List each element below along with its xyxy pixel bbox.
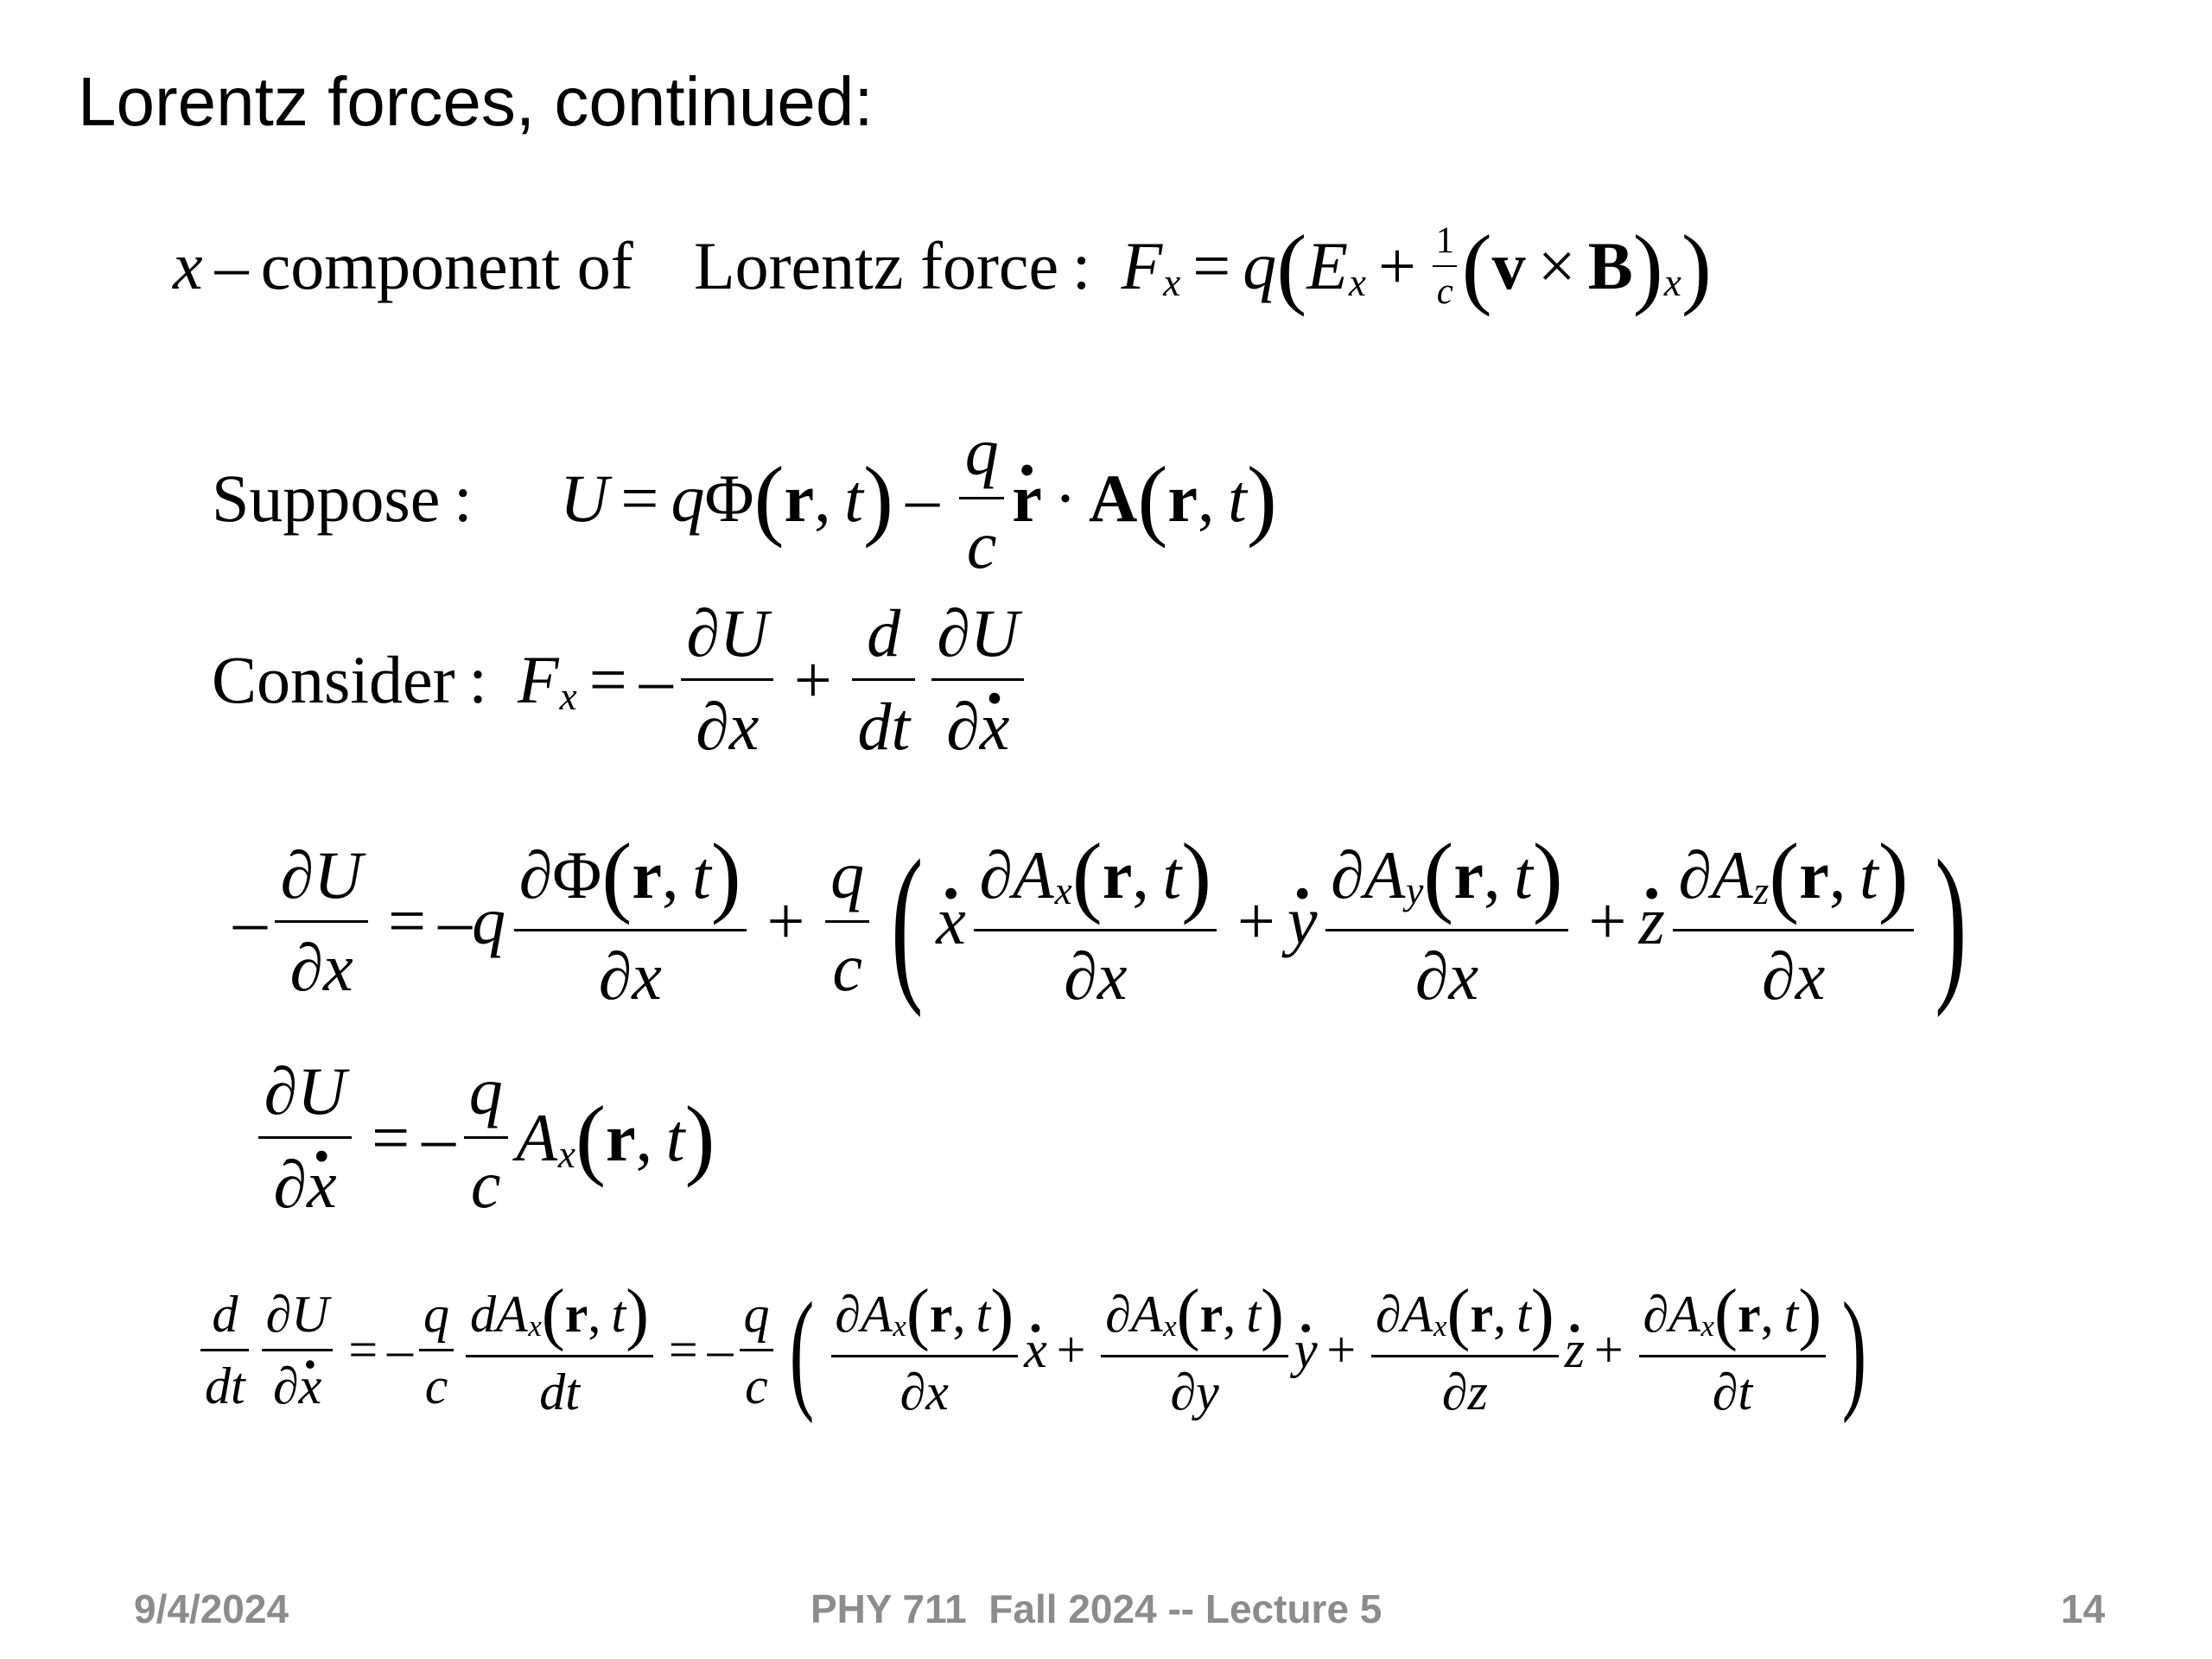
eq2-label: Suppose	[212, 460, 441, 536]
footer-course: PHY 711 Fall 2024 -- Lecture 5	[810, 1586, 1382, 1631]
footer-date: 9/4/2024	[134, 1586, 289, 1631]
equation-lorentz-x-component: x – component of Lorentz force : F x = q ( E x + $\frac{1}{c}$ ( v × B ) x )	[173, 215, 1712, 317]
eq1-lead-text: component of	[260, 228, 633, 304]
eq1-lead-var: x	[173, 228, 203, 304]
eq1-words: Lorentz force	[693, 228, 1059, 304]
equation-suppose: Suppose : U = q Φ ( r , t ) – $\frac{q}{c}$ r · · A ( r , t )	[212, 415, 1277, 582]
equation-total-derivative: $\frac{d}{dt}$ ∂ U ∂ x · = – $\frac{q}{c}$ dA x ( r , t ) dt = – $\frac{q}{c}$ ( ∂ A x ( r , t ) ∂ x x · + ∂ A x ( r , t ) ∂ y y · + ∂ A x ( r , t ) ∂ z z · + ∂ A x ( r , t ) ∂ t )	[194, 1279, 1877, 1421]
footer-page-number: 14	[2061, 1586, 2106, 1631]
slide-title: Lorentz forces, continued:	[78, 63, 874, 140]
equation-partial-u-x: – ∂ U ∂ x = – q ∂Φ ( r , t ) ∂ x + $\frac{q}{c}$ ( x · ∂ A x ( r , t ) ∂ x + y · ∂ A y ( r , t ) ∂ x + z · ∂ A z ( r , t ) ∂ x )	[233, 830, 1980, 1014]
equation-partial-u-xdot: ∂ U ∂ x · = – $\frac{q}{c}$ A x ( r , t )	[251, 1054, 715, 1221]
equation-consider: Consider : F x = – ∂ U ∂ x + $\frac{d}{dt}$ ∂ U ∂ x ·	[212, 596, 1033, 763]
eq3-label: Consider	[212, 641, 455, 717]
